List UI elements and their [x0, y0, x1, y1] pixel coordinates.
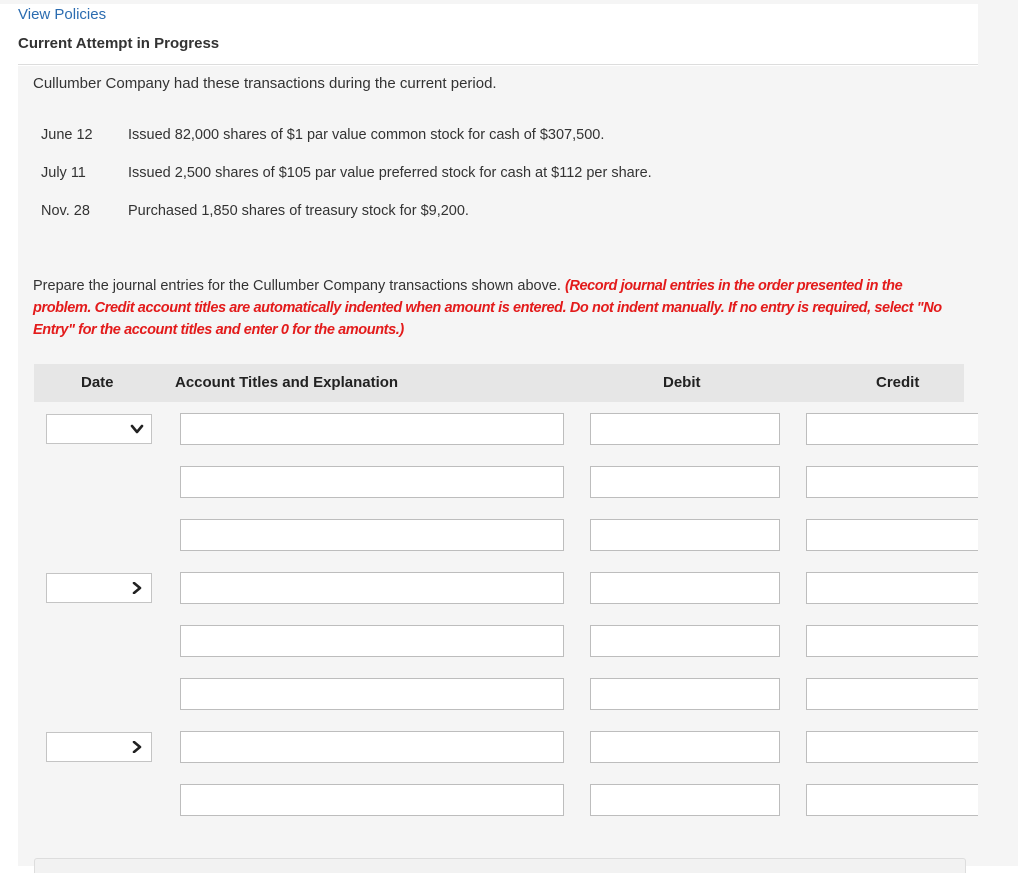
transaction-date: June 12: [41, 127, 93, 143]
transaction-text: Issued 2,500 shares of $105 par value preferred stock for cash at $112 per share.: [128, 165, 652, 181]
problem-intro: Cullumber Company had these transactions during the current period.: [33, 75, 497, 92]
transaction-row: [41, 165, 652, 181]
top-gutter: [0, 0, 1018, 4]
transaction-text: Purchased 1,850 shares of treasury stock for $9,200.: [128, 203, 469, 219]
date-select-3[interactable]: [46, 732, 152, 762]
account-title-input[interactable]: [180, 678, 564, 710]
account-title-input[interactable]: [180, 731, 564, 763]
credit-column-header: Credit: [876, 374, 920, 391]
credit-input[interactable]: [806, 466, 978, 498]
chevron-right-icon: [130, 582, 144, 594]
credit-input[interactable]: [806, 413, 978, 445]
credit-input[interactable]: [806, 519, 978, 551]
account-title-input[interactable]: [180, 784, 564, 816]
instruction-note: (Record journal entries in the order presented in the problem. Credit account titles are automatically indented when amount is entered. Do not indent manually. If no entry is required, select "No Entry" for the account titles and enter 0 for the amounts.): [33, 278, 942, 338]
transaction-text: Issued 82,000 shares of $1 par value common stock for cash of $307,500.: [128, 127, 605, 143]
instructions: [33, 275, 953, 341]
credit-input[interactable]: [806, 572, 978, 604]
debit-input[interactable]: [590, 784, 780, 816]
debit-input[interactable]: [590, 625, 780, 657]
right-gutter: [978, 0, 1018, 866]
debit-input[interactable]: [590, 413, 780, 445]
debit-input[interactable]: [590, 466, 780, 498]
credit-input[interactable]: [806, 731, 978, 763]
date-column-header: Date: [81, 374, 114, 391]
account-title-input[interactable]: [180, 572, 564, 604]
chevron-right-icon: [130, 741, 144, 753]
date-select-2[interactable]: [46, 573, 152, 603]
account-title-input[interactable]: [180, 625, 564, 657]
journal-table-header: [34, 364, 964, 402]
debit-input[interactable]: [590, 678, 780, 710]
header-divider: [18, 64, 978, 65]
debit-input[interactable]: [590, 572, 780, 604]
account-title-input[interactable]: [180, 413, 564, 445]
attempt-status: Current Attempt in Progress: [18, 35, 220, 52]
debit-input[interactable]: [590, 731, 780, 763]
transaction-date: July 11: [41, 165, 86, 181]
instruction-text: Prepare the journal entries for the Cullumber Company transactions shown above.: [33, 278, 561, 294]
credit-input[interactable]: [806, 784, 978, 816]
view-policies-link[interactable]: View Policies: [18, 6, 107, 23]
debit-column-header: Debit: [663, 374, 701, 391]
account-title-input[interactable]: [180, 466, 564, 498]
account-column-header: Account Titles and Explanation: [175, 374, 399, 391]
date-select-1[interactable]: [46, 414, 152, 444]
transaction-date: Nov. 28: [41, 203, 90, 219]
debit-input[interactable]: [590, 519, 780, 551]
chevron-down-icon: [130, 423, 144, 435]
credit-input[interactable]: [806, 678, 978, 710]
credit-input[interactable]: [806, 625, 978, 657]
question-panel: [18, 66, 978, 866]
transaction-row: [41, 127, 604, 143]
transaction-row: [41, 203, 469, 219]
account-title-input[interactable]: [180, 519, 564, 551]
